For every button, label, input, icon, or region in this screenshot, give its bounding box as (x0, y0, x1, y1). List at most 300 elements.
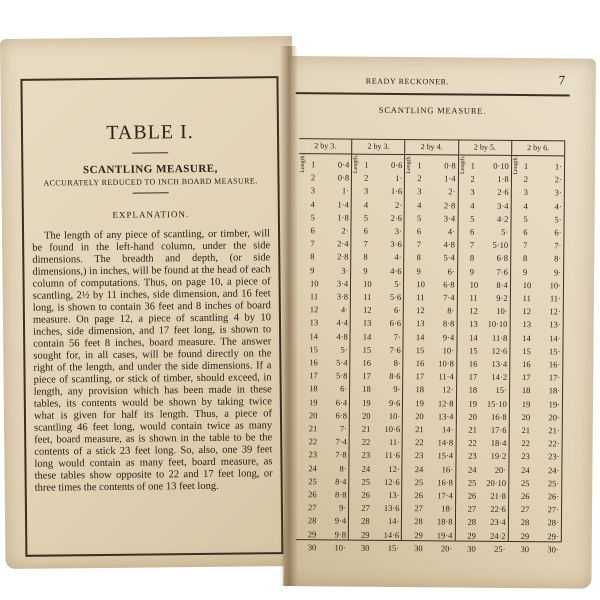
length-cell: 16 (309, 357, 318, 368)
length-cell: 10 (522, 279, 532, 290)
length-cell: 24 (467, 464, 477, 475)
length-cell: 4 (470, 200, 475, 211)
table-row (362, 449, 400, 463)
length-cell: 23 (308, 449, 318, 460)
measure-cell: 8·4 (335, 476, 347, 487)
length-cell: 27 (308, 502, 317, 513)
table-row (311, 185, 349, 199)
length-cell: 27 (361, 502, 370, 514)
measure-cell: 10· (388, 410, 401, 421)
measure-cell: 1· (395, 173, 403, 184)
column-rows (414, 159, 456, 555)
length-cell: 2 (364, 172, 369, 183)
column-header: 2 by 5. (459, 140, 511, 155)
length-cell: 19 (468, 398, 478, 409)
length-cell: 24 (361, 463, 371, 474)
measure-cell: 2·6 (390, 212, 403, 223)
table-row (470, 226, 508, 240)
length-cell: 3 (470, 187, 475, 198)
length-cell: 24 (308, 462, 317, 473)
table-row (364, 159, 402, 173)
column-body (455, 155, 511, 554)
table-row (364, 211, 402, 225)
length-cell: 10 (469, 279, 479, 290)
measure-cell: 14·6 (383, 529, 400, 540)
length-label: Length. (459, 155, 466, 175)
measure-cell: 4· (554, 200, 562, 212)
table-row (521, 503, 559, 517)
table-column (349, 140, 406, 553)
length-cell: 30 (414, 543, 423, 554)
length-cell: 6 (363, 225, 368, 236)
length-cell: 10 (309, 278, 319, 289)
measure-cell: 6· (554, 227, 562, 238)
table-row (415, 436, 453, 450)
length-cell: 14 (309, 330, 319, 341)
page-number: 7 (558, 72, 566, 88)
length-cell: 9 (469, 266, 475, 277)
measure-cell: 12· (442, 384, 454, 395)
measure-cell: 20· (494, 464, 507, 475)
table-row (524, 160, 562, 174)
table-row (363, 238, 401, 252)
table-row (364, 185, 402, 199)
length-cell: 19 (362, 397, 371, 408)
measure-cell: 18· (548, 385, 561, 396)
length-cell: 7 (363, 238, 368, 249)
measure-cell: 15· (387, 542, 400, 553)
table-row (468, 437, 506, 451)
length-cell: 12 (469, 305, 478, 316)
length-cell: 6 (523, 227, 528, 238)
length-cell: 17 (415, 371, 425, 382)
length-cell: 9 (363, 265, 368, 276)
measure-cell: 5· (394, 278, 402, 289)
table-column (402, 140, 459, 554)
table-row (308, 515, 346, 529)
measure-cell: 10·10 (487, 319, 508, 330)
measure-cell: 6·8 (443, 279, 455, 290)
length-cell: 15 (309, 344, 318, 355)
measure-cell: 8·8 (442, 318, 455, 329)
table-row (471, 160, 509, 174)
length-cell: 4 (310, 198, 316, 209)
measure-cell: 10· (549, 280, 562, 291)
table-row (308, 475, 346, 489)
measure-cell: 29· (547, 530, 559, 542)
length-cell: 3 (310, 185, 316, 196)
section-heading: SCANTLING MEASURE, (82, 162, 218, 177)
table-row (469, 397, 507, 411)
length-cell: 23 (468, 451, 477, 462)
length-cell: 13 (309, 317, 319, 328)
table-row (363, 317, 401, 331)
table-row (361, 528, 399, 542)
table-row (309, 330, 347, 344)
length-cell: 6 (416, 226, 422, 237)
table-row (310, 277, 348, 291)
measure-cell: 5· (501, 226, 509, 237)
table-column (455, 140, 512, 554)
length-cell: 3 (523, 187, 528, 198)
table-row (522, 318, 560, 332)
table-row (309, 409, 347, 423)
measure-cell: 19· (548, 398, 561, 410)
table-row (311, 211, 349, 225)
table-row (309, 356, 347, 370)
length-cell: 25 (308, 476, 317, 487)
running-head-title: READY RECKONER. (365, 76, 450, 87)
left-page (0, 36, 298, 569)
length-cell: 23 (361, 450, 371, 461)
table-row (469, 292, 507, 306)
length-cell: 15 (468, 345, 478, 356)
table-row (311, 158, 349, 172)
measure-cell: 1·6 (390, 186, 403, 197)
length-cell: 7 (310, 238, 315, 249)
table-row (309, 369, 347, 383)
length-cell: 26 (520, 491, 530, 502)
table-row (361, 489, 399, 503)
length-cell: 24 (521, 464, 530, 475)
length-cell: 16 (362, 357, 372, 368)
length-cell: 13 (416, 318, 425, 329)
measure-cell: 25· (547, 478, 560, 489)
table-row (417, 212, 455, 226)
length-cell: 24 (414, 463, 424, 474)
measure-cell: 11·4 (438, 371, 454, 382)
measure-cell: 1·8 (497, 174, 509, 185)
measure-cell: 19·4 (436, 530, 453, 541)
measure-cell: 26· (547, 491, 560, 502)
length-cell: 20 (362, 410, 371, 421)
length-cell: 15 (362, 344, 372, 355)
length-cell: 19 (415, 397, 424, 408)
measure-cell: 9·4 (442, 332, 455, 343)
table-row (310, 317, 348, 331)
table-row (522, 411, 560, 425)
length-cell: 20 (521, 411, 531, 422)
measure-cell: 3· (394, 225, 402, 237)
measure-cell: 4·8 (336, 331, 348, 342)
table-row (417, 225, 455, 239)
measure-cell: 9· (339, 502, 347, 513)
table-row (363, 304, 401, 318)
table-row (470, 252, 508, 266)
length-cell: 13 (469, 319, 478, 330)
length-cell: 28 (467, 517, 477, 528)
measure-cell: 2·6 (497, 187, 509, 198)
table-row (309, 343, 347, 357)
explanation-paragraph: The length of any piece of scantling, or timber, will be found in the left-hand column, under the side dimensions. The breadth and depth, (or side dimensions,) in inches, will be found at the head of each column of computations. Thus, on page 10, a piece of scantling, 2½ by 11 inches, side dimension, and 16 feet long, is shown to contain 36 feet and 8 inches of board measure. On page 12, a piece of scantling 4 by 10 inches, side dimension, and 17 feet long, is shown to contain 56 feet 8 inches, board measure. The answer sought for, in all cases, will be found directly on the right of the length, and under the side dimensions. If a piece of scantling, or stick of timber, should exceed, in length, any provision which has been made in these tables, its contents would be shown by taking twice what is given for half its length. Thus, a piece of scantling 46 feet long, would contain twice as many feet, board measure, as is shown in the table to be the contents of a stick 23 feet long. So, also, one 39 feet long would contain as many feet, board measure, as these tables show opposite to 22 and 17 feet long, or three times the contents of one 13 feet long. (32, 228, 273, 494)
length-cell: 28 (361, 516, 370, 527)
table-row (416, 265, 454, 279)
table-row (469, 331, 507, 345)
length-cell: 14 (469, 332, 478, 343)
measure-cell: 5·6 (389, 291, 402, 303)
length-cell: 4 (363, 199, 369, 210)
length-cell: 20 (415, 410, 424, 422)
length-cell: 8 (522, 253, 528, 264)
measure-cell: 2·4 (337, 238, 349, 249)
measure-cell: 11·6 (384, 450, 400, 461)
table-row (522, 371, 560, 385)
length-cell: 5 (416, 212, 422, 223)
measure-cell: 10· (334, 542, 346, 553)
running-head (296, 70, 570, 92)
length-cell: 15 (415, 344, 425, 356)
table-row (308, 488, 346, 502)
table-row (469, 344, 507, 358)
table-row (363, 277, 401, 291)
measure-cell: 21·8 (490, 490, 506, 501)
measure-cell: 0·6 (391, 159, 403, 171)
length-cell: 18 (468, 385, 478, 396)
column-body (509, 155, 565, 555)
table-row (468, 463, 506, 477)
measure-cell: 4·4 (336, 317, 348, 328)
measure-cell: 4· (447, 226, 456, 237)
measure-cell: 4·2 (496, 213, 509, 224)
table-row (468, 490, 506, 504)
measure-cell: 6· (447, 266, 455, 277)
book-gutter (280, 46, 298, 586)
measure-cell: 22·6 (490, 504, 506, 515)
table-row (470, 173, 508, 187)
length-cell: 11 (309, 291, 319, 302)
length-cell: 20 (468, 411, 477, 422)
measure-cell: 5·4 (336, 357, 348, 368)
length-cell: 1 (417, 160, 422, 171)
table-row (310, 264, 348, 278)
table-row (522, 385, 560, 399)
table-row (308, 462, 346, 476)
table-row (417, 252, 455, 266)
measure-cell: 16· (441, 464, 454, 475)
table-row (524, 173, 562, 187)
length-cell: 16 (468, 358, 478, 369)
table-row (364, 225, 402, 239)
table-row (309, 435, 347, 449)
measure-cell: 6· (340, 383, 348, 394)
table-row (470, 239, 508, 253)
length-cell: 1 (470, 160, 475, 171)
table-row (523, 279, 561, 293)
measure-cell: 8· (393, 357, 401, 369)
table-row (467, 516, 505, 530)
table-row (416, 304, 454, 318)
table-row (469, 318, 507, 332)
right-page (283, 56, 596, 589)
column-header: 2 by 3. (352, 140, 404, 155)
table-row (361, 542, 399, 556)
measure-cell: 28· (547, 517, 559, 528)
measure-cell: 17· (548, 372, 561, 383)
measure-cell: 8· (554, 253, 562, 264)
length-cell: 1 (523, 161, 529, 172)
length-cell: 14 (362, 331, 372, 342)
measure-cell: 2· (554, 174, 562, 185)
length-cell: 19 (308, 396, 318, 407)
length-cell: 10 (416, 278, 425, 290)
measure-cell: 10·8 (438, 358, 454, 369)
table-row (308, 528, 346, 542)
table-row (521, 530, 559, 544)
table-row (363, 251, 401, 265)
table-row (521, 451, 559, 465)
length-cell: 9 (310, 264, 315, 275)
measure-cell: 3·6 (390, 239, 402, 250)
measure-cell: 12· (549, 306, 561, 317)
length-cell: 2 (310, 172, 316, 183)
measure-cell: 11· (388, 437, 401, 448)
table-row (308, 501, 346, 515)
measure-cell: 14· (387, 516, 400, 527)
length-cell: 21 (415, 424, 424, 435)
length-cell: 5 (363, 212, 369, 223)
length-cell: 26 (467, 490, 477, 501)
table-row (417, 159, 455, 173)
length-cell: 2 (417, 173, 422, 184)
table-row (414, 502, 452, 516)
measure-cell: 11· (549, 293, 561, 304)
table-row (416, 331, 454, 345)
length-cell: 30 (307, 542, 317, 553)
measure-cell: 10· (442, 345, 455, 356)
table-row (309, 383, 347, 397)
measure-cell: 18· (441, 503, 453, 514)
table-row (523, 266, 561, 280)
table-row (414, 529, 452, 543)
table-row (308, 541, 346, 555)
measure-cell: 2·8 (337, 251, 349, 262)
table-row (414, 516, 452, 530)
table-row (416, 370, 454, 384)
length-cell: 25 (414, 476, 424, 488)
right-page-frame (292, 92, 570, 558)
table-row (521, 464, 559, 478)
length-cell: 21 (521, 425, 531, 436)
measure-cell: 20· (440, 543, 453, 554)
length-cell: 13 (362, 318, 372, 329)
table-row (415, 463, 453, 477)
measure-cell: 2·8 (443, 199, 456, 211)
table-row (310, 290, 348, 304)
length-cell: 23 (521, 451, 530, 462)
column-header: 2 by 4. (406, 140, 458, 155)
measure-cell: 4·8 (443, 239, 455, 250)
length-cell: 29 (467, 530, 476, 541)
measure-cell: 6·8 (496, 253, 509, 264)
length-cell: 10 (363, 278, 372, 289)
table-row (523, 200, 561, 214)
length-cell: 29 (307, 528, 317, 539)
length-label: Length. (353, 154, 360, 174)
measure-cell: 23· (548, 451, 560, 462)
measure-cell: 7· (554, 240, 562, 251)
length-cell: 8 (416, 252, 421, 263)
length-cell: 17 (468, 371, 478, 382)
measure-cell: 7·4 (335, 436, 347, 447)
length-cell: 27 (467, 503, 477, 514)
length-cell: 26 (361, 489, 370, 500)
measure-cell: 1·4 (444, 173, 456, 184)
table-row (416, 291, 454, 305)
length-cell: 29 (360, 529, 370, 540)
length-cell: 9 (416, 265, 421, 276)
length-cell: 21 (308, 423, 318, 434)
measure-cell: 6·8 (335, 410, 348, 421)
length-cell: 7 (523, 240, 528, 251)
length-cell: 21 (361, 423, 371, 434)
measure-cell: 5· (554, 214, 562, 225)
table-row (522, 332, 560, 346)
table-row (310, 224, 348, 238)
table-row (361, 502, 399, 516)
measure-cell: 13· (388, 489, 400, 501)
heading-rule (133, 192, 169, 193)
measure-cell: 10· (496, 306, 508, 317)
table-row (310, 303, 348, 317)
table-row (469, 358, 507, 372)
measure-cell: 8· (447, 305, 455, 316)
length-cell: 19 (521, 398, 531, 409)
table-row (415, 423, 453, 437)
table-row (468, 410, 506, 424)
measure-cell: 5·8 (336, 370, 348, 381)
table-row (414, 542, 452, 556)
measure-cell: 5·4 (443, 252, 455, 263)
length-cell: 1 (364, 159, 369, 170)
measure-cell: 13·4 (491, 358, 508, 369)
table-row (521, 477, 559, 491)
length-cell: 14 (415, 331, 425, 342)
table-column (509, 141, 566, 555)
table-row (521, 490, 559, 504)
length-cell: 5 (310, 212, 315, 223)
measure-cell: 0·8 (337, 172, 350, 183)
table-row (415, 384, 453, 398)
length-cell: 12 (309, 304, 319, 315)
measure-cell: 23·4 (490, 517, 506, 528)
measure-cell: 17·4 (437, 490, 453, 501)
table-row (467, 529, 505, 543)
length-label: Length. (512, 155, 519, 175)
title-rule (132, 152, 168, 153)
measure-cell: 12· (388, 463, 400, 474)
table-row (523, 226, 561, 240)
table-row (362, 423, 400, 437)
length-cell: 18 (415, 384, 425, 395)
length-cell: 3 (417, 186, 422, 197)
length-cell: 29 (520, 530, 530, 541)
length-cell: 8 (363, 252, 368, 263)
measure-cell: 11·8 (492, 332, 508, 343)
length-cell: 8 (310, 251, 315, 262)
table-row (362, 436, 400, 450)
length-cell: 16 (415, 358, 425, 369)
length-cell: 25 (521, 477, 530, 488)
table-row (416, 318, 454, 332)
length-cell: 7 (416, 239, 422, 250)
length-cell: 2 (523, 174, 529, 185)
measure-cell: 8·4 (496, 279, 508, 290)
column-body (296, 154, 352, 553)
measure-cell: 9· (393, 384, 401, 395)
table-row (523, 292, 561, 306)
table-row (362, 410, 400, 424)
table-row (310, 251, 348, 265)
